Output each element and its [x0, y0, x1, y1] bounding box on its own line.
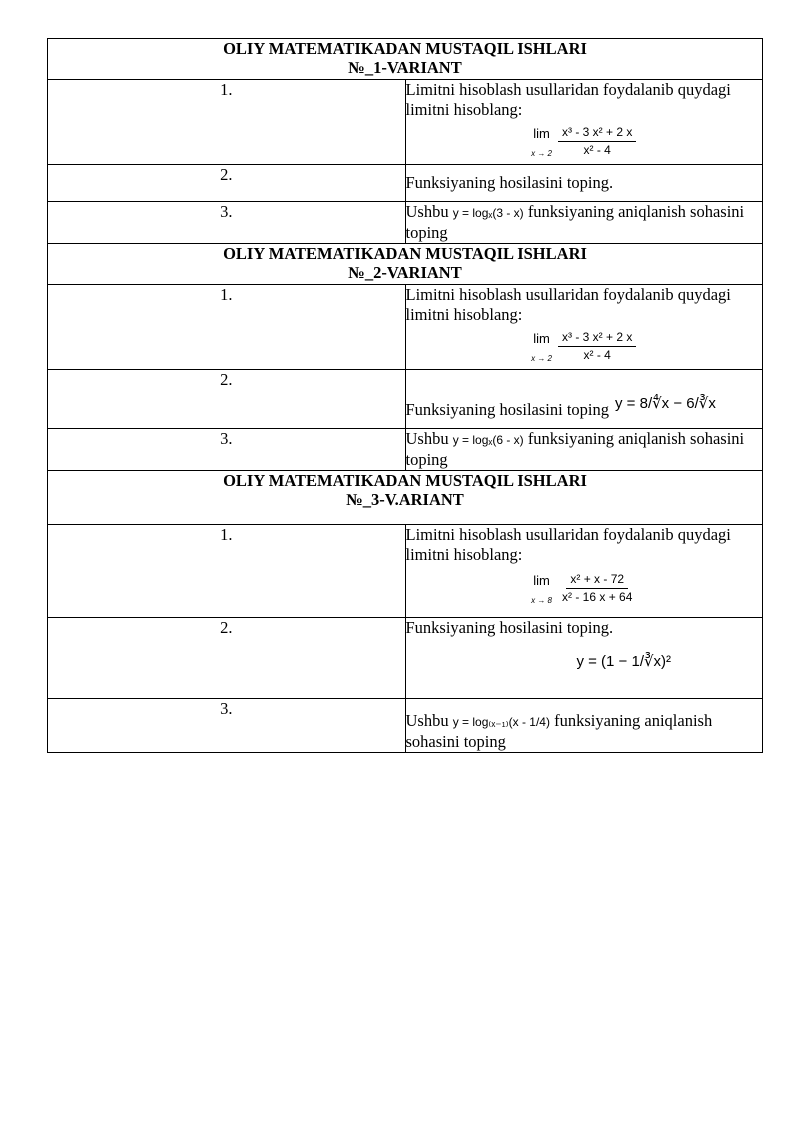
log-formula: y = logₓ(3 - x) [452, 206, 524, 220]
lim-word: lim [533, 331, 550, 346]
lim-subscript: x → 8 [531, 596, 553, 605]
task-row [48, 370, 763, 429]
variant-2-header-row [48, 244, 763, 285]
limit-formula [406, 329, 763, 369]
task-cell [405, 699, 763, 753]
lim-subscript: x → 2 [531, 149, 553, 158]
task-text: Limitni hisoblash usullaridan foydalanib quydagi limitni hisoblang: [405, 525, 731, 564]
log-formula: y = logₓ(6 - x) [452, 433, 524, 447]
task-cell [405, 370, 763, 429]
task-text: Limitni hisoblash usullaridan foydalanib quydagi limitni hisoblang: [405, 80, 731, 119]
denominator: x² - 4 [583, 348, 611, 362]
task-number: 3. [48, 429, 406, 471]
variant-number: №_1-VARIANT [348, 58, 462, 77]
denominator: x² - 4 [583, 143, 611, 157]
derivative-formula: y = 8/∜x − 6/∛x [615, 395, 716, 412]
variant-number: №_3-V.ARIANT [346, 490, 464, 509]
task-text: Funksiyaning hosilasini toping. [405, 165, 763, 202]
task-text-after: funksiyaning aniqlanish sohasini toping [405, 202, 745, 242]
numerator: x³ - 3 x² + 2 x [558, 329, 636, 347]
variant-1-header-row [48, 39, 763, 80]
task-cell [405, 618, 763, 699]
variant-number: №_2-VARIANT [348, 263, 462, 282]
task-text: Funksiyaning hosilasini toping [405, 400, 610, 419]
task-text-before: Ushbu [405, 711, 449, 730]
fraction [558, 329, 636, 369]
variant-header [48, 244, 763, 285]
task-text: Funksiyaning hosilasini toping. [405, 618, 614, 637]
task-number: 1. [48, 285, 406, 370]
denominator: x² - 16 x + 64 [562, 590, 633, 604]
variant-title: OLIY MATEMATIKADAN MUSTAQIL ISHLARI [223, 39, 587, 58]
lim-subscript: x → 2 [531, 354, 553, 363]
task-row [48, 165, 763, 202]
task-text-before: Ushbu [405, 429, 449, 448]
variant-title: OLIY MATEMATIKADAN MUSTAQIL ISHLARI [223, 471, 587, 490]
limit-formula [406, 124, 763, 164]
variant-title: OLIY MATEMATIKADAN MUSTAQIL ISHLARI [223, 244, 587, 263]
task-number: 2. [48, 165, 406, 202]
task-number: 1. [48, 525, 406, 618]
variant-header [48, 39, 763, 80]
variants-table [47, 38, 763, 753]
task-number: 2. [48, 618, 406, 699]
log-formula: y = log₍ₓ₋₁₎(x - 1/4) [452, 715, 550, 729]
lim-word: lim [533, 126, 550, 141]
fraction [558, 571, 636, 611]
task-text-before: Ushbu [405, 202, 449, 221]
task-cell [405, 202, 763, 244]
task-number: 2. [48, 370, 406, 429]
task-cell [405, 80, 763, 165]
variant-3-header-row [48, 471, 763, 525]
task-cell [405, 285, 763, 370]
variant-header [48, 471, 763, 525]
task-number: 3. [48, 202, 406, 244]
fraction [558, 124, 636, 164]
numerator: x³ - 3 x² + 2 x [558, 124, 636, 142]
task-text-after: funksiyaning aniqlanish sohasini toping [405, 429, 745, 469]
task-cell [405, 429, 763, 471]
task-row [48, 699, 763, 753]
task-row [48, 80, 763, 165]
task-number: 1. [48, 80, 406, 165]
task-row [48, 618, 763, 699]
task-cell [405, 525, 763, 618]
task-row [48, 285, 763, 370]
task-number: 3. [48, 699, 406, 753]
limit-formula [406, 571, 763, 611]
numerator: x² + x - 72 [566, 571, 628, 589]
task-row [48, 525, 763, 618]
task-row [48, 202, 763, 244]
task-row [48, 429, 763, 471]
task-text: Limitni hisoblash usullaridan foydalanib quydagi limitni hisoblang: [405, 285, 731, 324]
task-text-after: funksiyaning aniqlanish sohasini toping [405, 711, 713, 751]
derivative-formula: y = (1 − 1/∛x)² [576, 653, 672, 670]
lim-word: lim [533, 573, 550, 588]
